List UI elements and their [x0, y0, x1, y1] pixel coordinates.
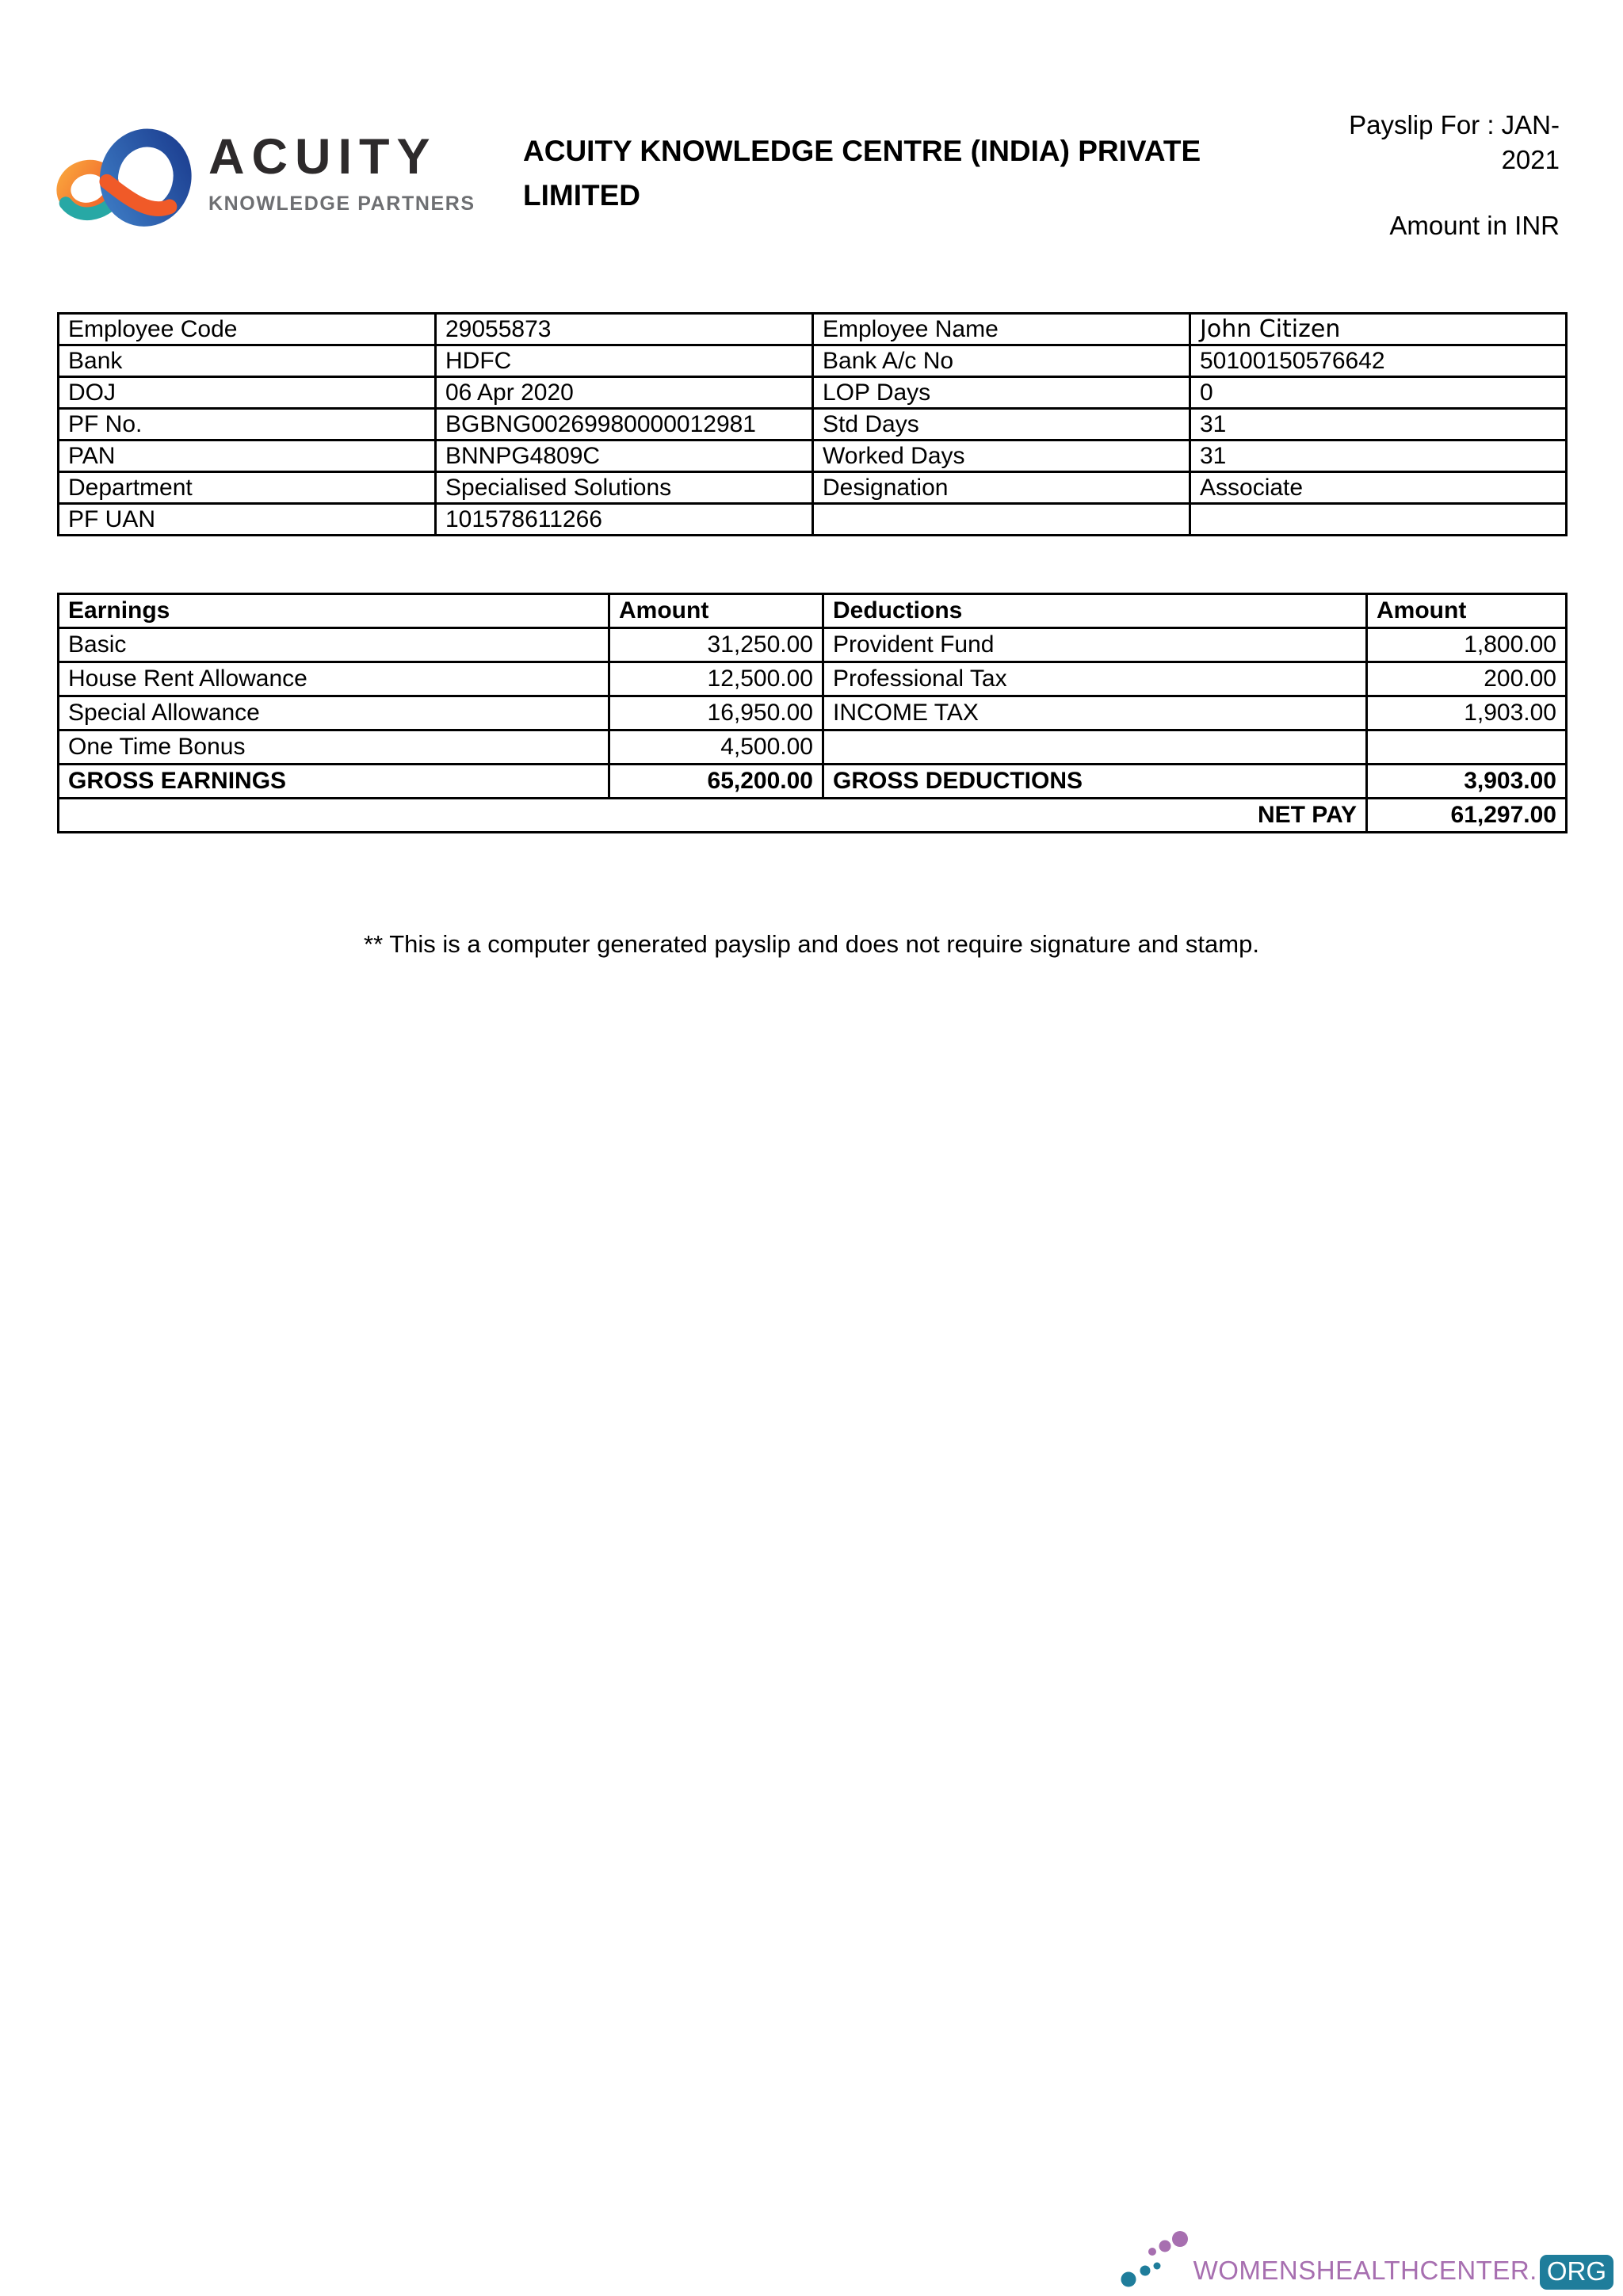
earning-label: House Rent Allowance — [59, 662, 609, 696]
payslip-period-line1: Payslip For : JAN- — [1349, 110, 1560, 139]
field-value: 101578611266 — [436, 504, 813, 536]
field-label: Department — [59, 472, 436, 504]
field-label: LOP Days — [813, 377, 1190, 409]
brand-tagline: KNOWLEDGE PARTNERS — [208, 193, 475, 215]
deduction-amount: 1,800.00 — [1367, 628, 1567, 662]
gross-row — [59, 765, 1567, 799]
table-row — [59, 441, 1567, 472]
table-row — [59, 696, 1567, 730]
table-row — [59, 662, 1567, 696]
field-label: Bank A/c No — [813, 345, 1190, 377]
earnings-header: Earnings — [59, 594, 609, 628]
earning-amount: 12,500.00 — [609, 662, 823, 696]
field-value: 31 — [1190, 441, 1567, 472]
field-value: 06 Apr 2020 — [436, 377, 813, 409]
net-pay-row — [59, 799, 1567, 833]
earning-amount: 16,950.00 — [609, 696, 823, 730]
deduction-amount: 1,903.00 — [1367, 696, 1567, 730]
field-label: PF No. — [59, 409, 436, 441]
table-row — [59, 377, 1567, 409]
watermark-dots-icon — [1119, 2229, 1192, 2290]
field-label: Employee Name — [813, 314, 1190, 345]
earning-amount: 31,250.00 — [609, 628, 823, 662]
gross-deductions-label: GROSS DEDUCTIONS — [823, 765, 1367, 799]
field-value: 0 — [1190, 377, 1567, 409]
table-row — [59, 730, 1567, 765]
earning-label: Special Allowance — [59, 696, 609, 730]
field-value: 29055873 — [436, 314, 813, 345]
table-row — [59, 409, 1567, 441]
field-label: Bank — [59, 345, 436, 377]
earning-amount: 4,500.00 — [609, 730, 823, 765]
deduction-label — [823, 730, 1367, 765]
field-label — [813, 504, 1190, 536]
table-row — [59, 628, 1567, 662]
deduction-amount: 200.00 — [1367, 662, 1567, 696]
earnings-deductions-table — [57, 593, 1568, 833]
table-row — [59, 504, 1567, 536]
field-label: Std Days — [813, 409, 1190, 441]
field-label: Employee Code — [59, 314, 436, 345]
payslip-period-line2: 2021 — [1501, 145, 1560, 174]
net-pay-label: NET PAY — [59, 799, 1367, 833]
field-value: John Citizen — [1190, 314, 1567, 345]
amount-header: Amount — [609, 594, 823, 628]
earning-label: One Time Bonus — [59, 730, 609, 765]
currency-note: Amount in INR — [1389, 211, 1560, 240]
field-value: 31 — [1190, 409, 1567, 441]
acuity-logo-icon — [55, 119, 198, 233]
field-value: HDFC — [436, 345, 813, 377]
deduction-amount — [1367, 730, 1567, 765]
field-value: Associate — [1190, 472, 1567, 504]
field-label: PF UAN — [59, 504, 436, 536]
watermark — [1119, 2229, 1613, 2290]
field-value — [1190, 504, 1567, 536]
table-row — [59, 314, 1567, 345]
watermark-org-badge: ORG — [1540, 2255, 1613, 2290]
gross-earnings-label: GROSS EARNINGS — [59, 765, 609, 799]
earning-label: Basic — [59, 628, 609, 662]
field-label: Designation — [813, 472, 1190, 504]
gross-deductions-amount: 3,903.00 — [1367, 765, 1567, 799]
deductions-header: Deductions — [823, 594, 1367, 628]
net-pay-amount: 61,297.00 — [1367, 799, 1567, 833]
table-header-row — [59, 594, 1567, 628]
field-value: BNNPG4809C — [436, 441, 813, 472]
computer-generated-note: ** This is a computer generated payslip and does not require signature and stamp. — [364, 930, 1259, 958]
field-label: Worked Days — [813, 441, 1190, 472]
deduction-label: Professional Tax — [823, 662, 1367, 696]
field-value: Specialised Solutions — [436, 472, 813, 504]
deduction-label: INCOME TAX — [823, 696, 1367, 730]
field-value: BGBNG00269980000012981 — [436, 409, 813, 441]
company-title: ACUITY KNOWLEDGE CENTRE (INDIA) PRIVATE LIMITED — [523, 135, 1201, 212]
watermark-text: WOMENSHEALTHCENTER. — [1193, 2256, 1537, 2285]
table-row — [59, 472, 1567, 504]
table-row — [59, 345, 1567, 377]
field-label: PAN — [59, 441, 436, 472]
employee-details-table — [57, 312, 1568, 536]
payslip-period — [1290, 108, 1560, 177]
gross-earnings-amount: 65,200.00 — [609, 765, 823, 799]
brand-name: ACUITY — [208, 129, 437, 185]
field-value: 50100150576642 — [1190, 345, 1567, 377]
brand-wordmark — [208, 129, 475, 215]
field-label: DOJ — [59, 377, 436, 409]
amount-header: Amount — [1367, 594, 1567, 628]
deduction-label: Provident Fund — [823, 628, 1367, 662]
